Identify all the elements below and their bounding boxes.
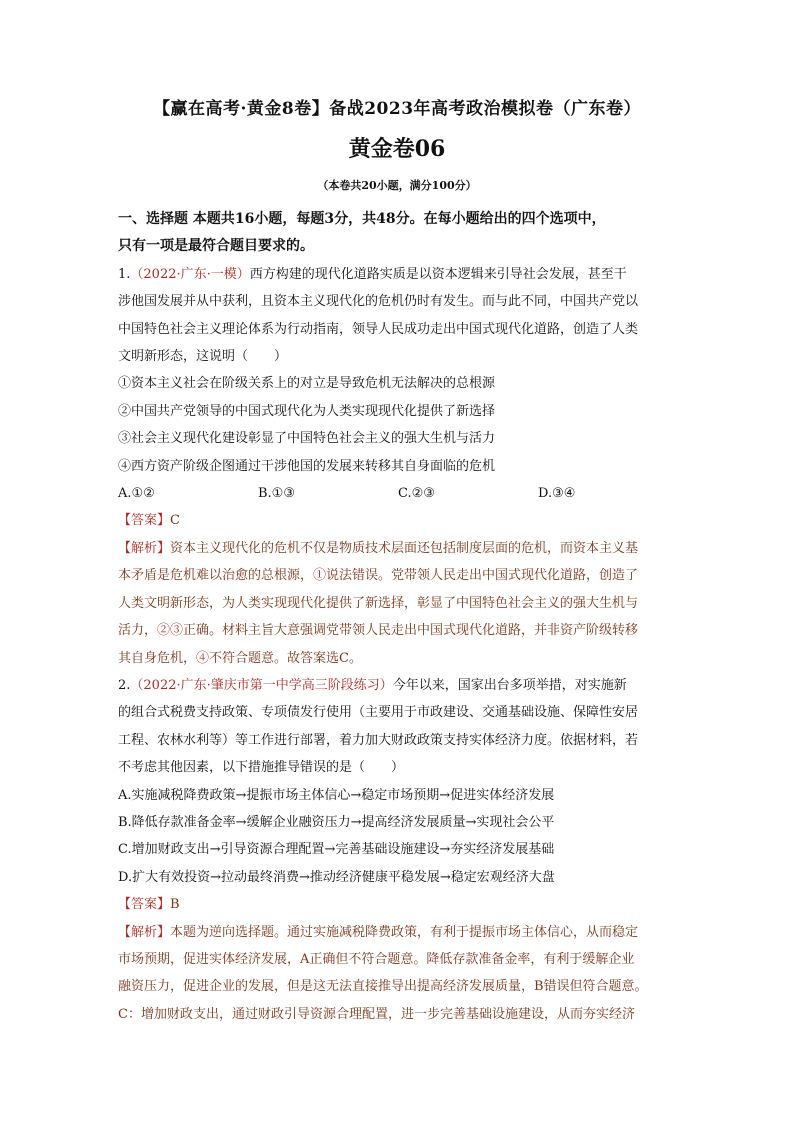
q2-answer-value: B [170, 897, 180, 913]
q1-analysis-text-5c: 不符合题意。故答案选C。 [209, 650, 362, 666]
q1-analysis-text-5a: 其自身危机， [118, 650, 197, 666]
q2-analysis-line-4: C：增加财政支出，通过财政引导资源合理配置，进一步完善基础设施建设，从而夯实经济 [118, 1006, 635, 1022]
q1-analysis-text-4a: 活力， [118, 623, 158, 639]
q1-analysis-line-1 [118, 535, 678, 562]
q2-analysis-line-2: 市场预期，促进实体经济发展，A正确但不符合题意。降低存款准备金率，有利于缓解企业 [118, 951, 635, 967]
q2-source: （2022·广东·肇庆市第一中学高三阶段练习） [130, 677, 393, 693]
document-content [118, 206, 678, 1028]
q1-analysis-mark-5: ④ [196, 650, 210, 666]
q2-option-c: C.增加财政支出→引导资源合理配置→完善基础设施建设→夯实经济发展基础 [118, 842, 555, 858]
q2-analysis-line-1 [118, 919, 678, 946]
q1-option-a: A.①② [118, 486, 155, 502]
q1-analysis-text-1: 资本主义现代化的危机不仅是物质技术层面还包括制度层面的危机，而资本主义基 [170, 540, 639, 556]
q2-stem-text-1: 今年以来，国家出台多项举措，对实施新 [392, 677, 627, 693]
q1-stem-line-1 [118, 261, 678, 288]
q1-stem-text-1: 西方构建的现代化道路实质是以资本逻辑来引导社会发展，甚至干 [249, 266, 627, 282]
q1-stem-line-2: 涉他国发展并从中获利，且资本主义现代化的危机仍时有发生。而与此不同，中国共产党以 [118, 294, 639, 310]
section-heading-line-2: 只有一项是最符合题目要求的。 [118, 238, 314, 255]
document-title: 【赢在高考·黄金8卷】备战2023年高考政治模拟卷（广东卷） [152, 99, 642, 119]
q1-answer-value: C [170, 513, 180, 529]
q1-item-3: ③社会主义现代化建设彰显了中国特色社会主义的强大生机与活力 [118, 431, 496, 447]
q1-item-2: ②中国共产党领导的中国式现代化为人类实现现代化提供了新选择 [118, 403, 496, 419]
q1-answer [118, 507, 678, 534]
q1-options [118, 480, 678, 507]
q2-number: 2. [118, 677, 131, 693]
q1-analysis-line-5 [118, 645, 678, 672]
q1-analysis-mark-4: ②③ [157, 623, 184, 639]
q1-analysis-text-4c: 正确。材料主旨大意强调党带领人民走出中国式现代化道路，并非资产阶级转移 [183, 623, 639, 639]
q2-analysis-line-3: 融资压力，促进企业的发展，但是这无法直接推导出提高经济发展质量，B错误但符合题意。 [118, 979, 648, 995]
q1-analysis-text-2c: 说法错误。党带领人民走出中国式现代化道路，创造了 [326, 568, 639, 584]
q2-option-b: B.降低存款准备金率→缓解企业融资压力→提高经济发展质量→实现社会公平 [118, 814, 555, 830]
q1-analysis-mark-2: ① [313, 568, 327, 584]
q1-option-d: D.③④ [538, 486, 576, 502]
q2-stem-line-4: 不考虑其他因素，以下措施推导错误的是（ ） [118, 760, 405, 776]
q1-analysis-line-2 [118, 562, 678, 589]
q2-analysis-label: 【解析】 [118, 924, 171, 940]
section-heading-line-1: 一、选择题 本题共16小题，每题3分，共48分。在每小题给出的四个选项中， [118, 211, 606, 227]
q2-stem-line-3: 工程、农林水利等）等工作进行部署，着力加大财政政策支持实体经济力度。依据材料，若 [118, 732, 639, 748]
q1-answer-label: 【答案】 [118, 513, 171, 529]
q2-analysis-text-1: 本题为逆向选择题。通过实施减税降费政策，有利于提振市场主体信心，从而稳定 [170, 924, 639, 940]
q1-item-4: ④西方资产阶级企图通过干涉他国的发展来转移其自身面临的危机 [118, 458, 496, 474]
q2-stem-line-2: 的组合式税费支持政策、专项债发行使用（主要用于市政建设、交通基础设施、保障性安居 [118, 705, 639, 721]
document-subtitle: 黄金卷06 [348, 136, 446, 162]
q1-option-c: C.②③ [398, 486, 435, 502]
q2-option-d: D.扩大有效投资→拉动最终消费→推动经济健康平稳发展→稳定宏观经济大盘 [118, 869, 555, 885]
q1-stem-line-3: 中国特色社会主义理论体系为行动指南，领导人民成功走出中国式现代化道路，创造了人类 [118, 321, 639, 337]
q1-source: （2022·广东·一模） [130, 266, 250, 282]
q1-analysis-text-2a: 本矛盾是危机难以治愈的总根源， [118, 568, 314, 584]
q1-stem-line-4: 文明新形态，这说明（ ） [118, 349, 288, 365]
score-note: （本卷共20小题，满分100分） [317, 179, 477, 192]
q2-stem-line-1 [118, 672, 678, 699]
q1-analysis-label: 【解析】 [118, 540, 171, 556]
q1-item-1: ①资本主义社会在阶级关系上的对立是导致危机无法解决的总根源 [118, 376, 496, 392]
q2-option-a: A.实施减税降费政策→提振市场主体信心→稳定市场预期→促进实体经济发展 [118, 787, 555, 803]
q1-analysis-line-3: 人类文明新形态，为人类实现现代化提供了新选择，彰显了中国特色社会主义的强大生机与 [118, 595, 639, 611]
q2-answer-label: 【答案】 [118, 897, 171, 913]
q1-number: 1. [118, 266, 131, 282]
q1-option-b: B.①③ [258, 486, 295, 502]
q2-answer [118, 891, 678, 918]
q1-analysis-line-4 [118, 617, 678, 644]
